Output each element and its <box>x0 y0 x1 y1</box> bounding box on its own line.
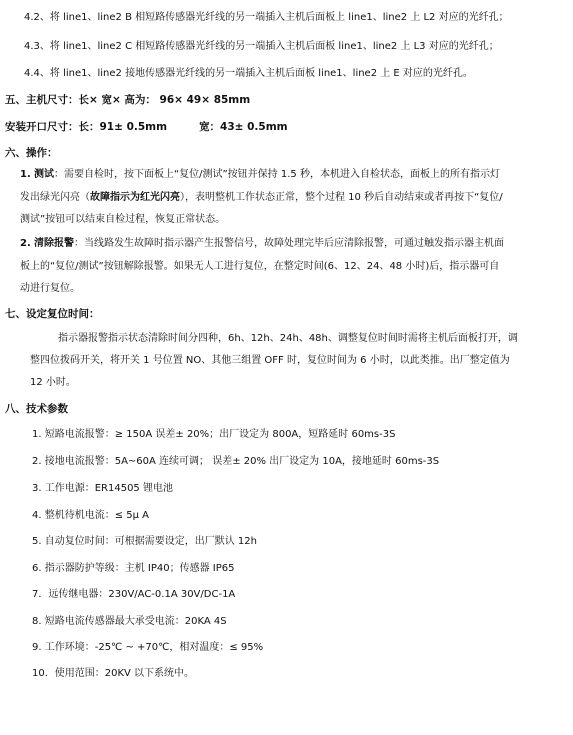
top-item-4-3: 4.3、将 line1、line2 C 相短路传感器光纤线的另一端插入主机后面板 line1、line2 上 L3 对应的光纤孔； <box>24 41 499 52</box>
operation-test-line-2 <box>20 191 503 205</box>
section-6-heading: 六、操作： <box>5 147 58 159</box>
operation-test-text-1: ：需要自检时，按下面板上“复位/测试”按钮并保持 1.5 秒，本机进入自检状态，面板上的所有指示灯 <box>53 169 500 180</box>
operation-test-num: 1. <box>20 169 31 180</box>
tech-param-7: 7．远传继电器：230V/AC-0.1A 30V/DC-1A <box>32 589 236 600</box>
section-8-heading: 八、技术参数 <box>5 403 68 415</box>
operation-clear-text-1: ：当线路发生故障时指示器产生报警信号，故障处理完毕后应清除报警，可通过触发指示器主机面 <box>73 238 504 249</box>
section-5-heading: 五、主机尺寸：长× 宽× 高为： 96× 49× 85mm <box>5 94 251 106</box>
operation-test-text-2a: 发出绿光闪亮（ <box>20 192 90 203</box>
operation-clear-heading: 清除报警 <box>33 238 74 249</box>
operation-test-fault-note: 故障指示为红光闪亮 <box>90 192 180 203</box>
top-item-4-2: 4.2、将 line1、line2 B 相短路传感器光纤线的另一端插入主机后面板上 line1、line2 上 L2 对应的光纤孔； <box>24 12 509 23</box>
reset-time-line-2: 整四位拨码开关，将开关 1 号位置 NO、其他三组置 OFF 时，复位时间为 6 小时，以此类推。出厂整定值为 <box>30 355 510 366</box>
operation-clear-line-1 <box>20 237 504 251</box>
tech-param-4: 4. 整机待机电流：≤ 5μ A <box>32 510 150 521</box>
install-size-width: 宽：43± 0.5mm <box>199 121 288 133</box>
operation-test-text-2c: ），表明整机工作状态正常，整个过程 10 秒后自动结束或者再按下“复位/ <box>180 192 503 203</box>
install-size-line <box>5 120 288 134</box>
tech-param-5: 5. 自动复位时间：可根据需要设定，出厂默认 12h <box>32 536 257 547</box>
section-7-heading: 七、设定复位时间： <box>5 308 100 320</box>
reset-time-line-1: 指示器报警指示状态清除时间分四种，6h、12h、24h、48h、调整复位时间时需将主机后面板打开，调 <box>58 333 518 344</box>
operation-test-line-1 <box>20 168 500 182</box>
tech-param-2: 2. 接地电流报警：5A~60A 连续可调； 误差± 20% 出厂设定为 10A，接地延时 60ms-3S <box>32 456 440 467</box>
top-item-4-4: 4.4、将 line1、line2 接地传感器光纤线的另一端插入主机后面板 line1、line2 上 E 对应的光纤孔。 <box>24 68 473 79</box>
tech-param-6: 6. 指示器防护等级：主机 IP40；传感器 IP65 <box>32 563 235 574</box>
operation-clear-line-2: 板上的“复位/测试”按钮解除报警。如果无人工进行复位，在整定时间(6、12、24、48 小时)后，指示器可自 <box>20 261 500 272</box>
tech-param-3: 3. 工作电源：ER14505 锂电池 <box>32 483 173 494</box>
operation-clear-line-3: 动进行复位。 <box>20 283 80 294</box>
install-size-length: 安装开口尺寸：长：91± 0.5mm <box>5 121 168 133</box>
tech-param-10: 10．使用范围：20KV 以下系统中。 <box>32 668 195 679</box>
reset-time-line-3: 12 小时。 <box>30 377 76 388</box>
tech-param-9: 9. 工作环境：-25℃ ~ +70℃，相对温度：≤ 95% <box>32 642 264 653</box>
operation-clear-num: 2. <box>20 238 31 249</box>
tech-param-1: 1. 短路电流报警：≥ 150A 误差± 20%；出厂设定为 800A，短路延时 60ms-3S <box>32 429 396 440</box>
operation-test-line-3: 测试”按钮可以结束自检过程，恢复正常状态。 <box>20 214 226 225</box>
operation-test-heading: 测试 <box>33 169 54 180</box>
tech-param-8: 8. 短路电流传感器最大承受电流：20KA 4S <box>32 616 227 627</box>
